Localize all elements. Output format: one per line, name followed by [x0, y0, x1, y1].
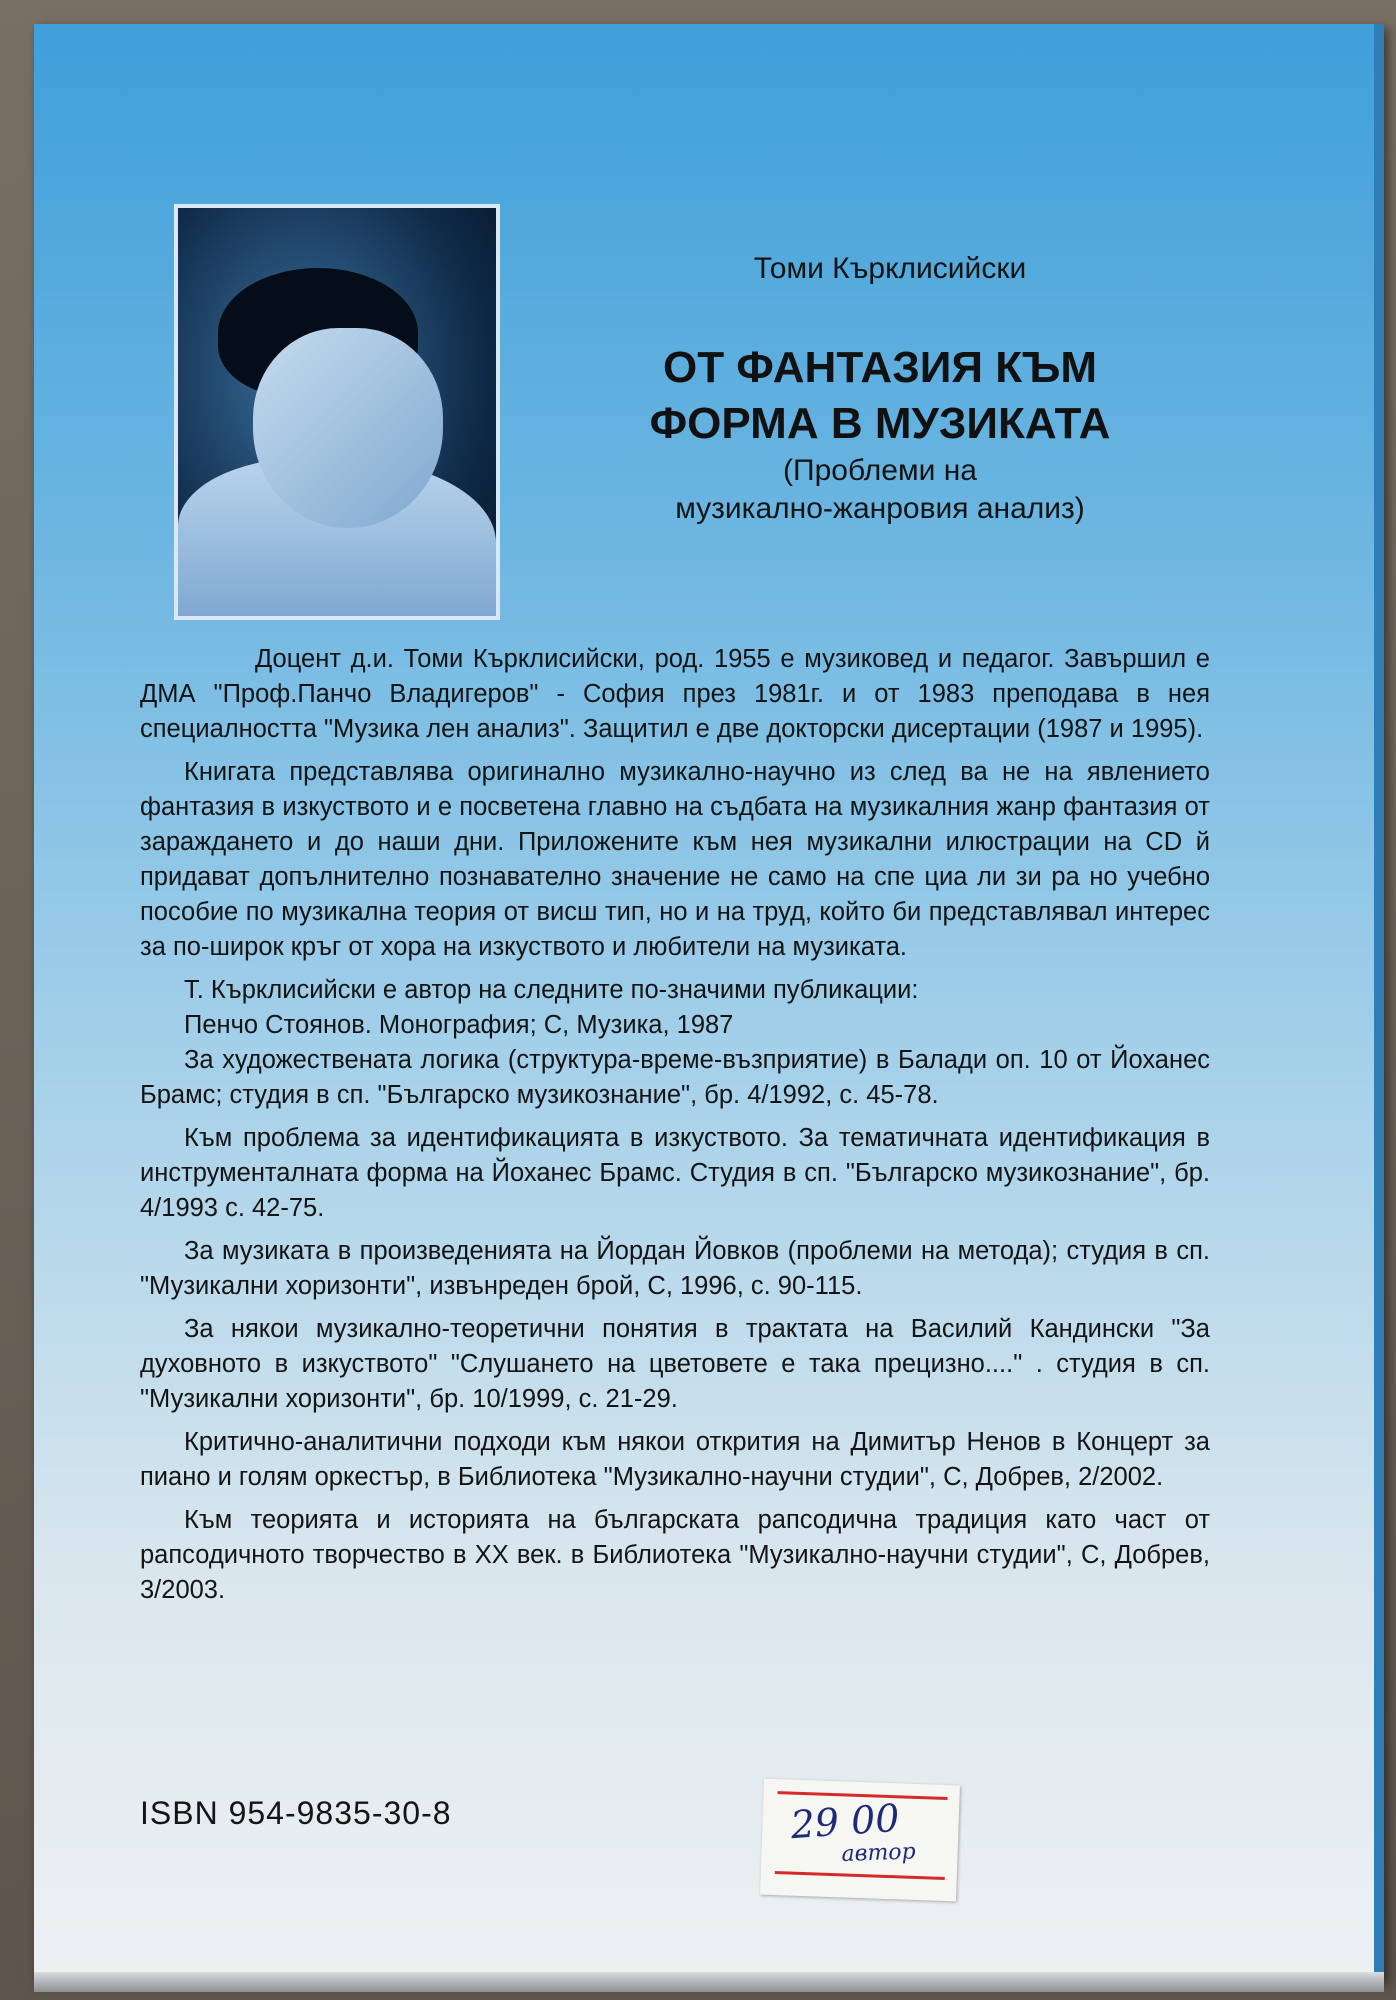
publication-item: Критично-аналитични подходи към някои открития на Димитър Ненов в Концерт за пиано и голям оркестър, в Библиотека "Музикално-научни студии", С, Добрев, 2/2002.	[140, 1428, 1210, 1491]
title-line-2: ФОРМА В МУЗИКАТА	[649, 399, 1111, 448]
paragraph-bio: Доцент д.и. Томи Кърклисийски, род. 1955 е музиковед и педагог. Завършил е ДМА "Проф.Панчо Владигеров" - София през 1981г. и от 1983 преподава в нея специалността "Музика лен анализ". Защитил е две докторски дисертации (1987 и 1995).	[140, 645, 1210, 743]
handwritten-note: автор	[841, 1839, 917, 1867]
isbn-number: ISBN 954-9835-30-8	[140, 1795, 452, 1831]
book-title	[560, 340, 1200, 452]
sticker-red-line-bottom	[775, 1871, 945, 1880]
publication-item: Към проблема за идентификацията в изкуството. За тематичната идентификация в инструменталната форма на Йоханес Брамс. Студия в сп. "Българско музикознание", бр. 4/1993 с. 42-75.	[140, 1124, 1210, 1222]
paragraph-book-description: Книгата представлява оригинално музикално-научно из след ва не на явлението фантазия в изкуството и е посветена главно на съдбата на музикалния жанр фантазия от зараждането и до наши дни. Приложените към нея музикални илюстрации на CD й придават допълнително познавателно значение не само на спе циа ли зи ра но учебно пособие по музикална теория от висш тип, но и на труд, който би представлявал интерес за по-широк кръг от хора на изкуството и любители на музиката.	[140, 758, 1210, 961]
publication-item: За някои музикално-теоретични понятия в трактата на Василий Кандински "За духовното в изкуството" "Слушането на цветовете е така прецизно...." . студия в сп. "Музикални хоризонти", бр. 10/1999, с. 21-29.	[140, 1315, 1210, 1413]
author-name: Томи Кърклисийски	[753, 252, 1027, 285]
book-bottom-edge	[34, 1972, 1384, 1992]
author-photo	[174, 204, 500, 620]
publication-item: Пенчо Стоянов. Монография; С, Музика, 1987	[184, 1011, 734, 1039]
subtitle-line-2: музикално-жанровия анализ)	[675, 492, 1085, 525]
title-line-1: ОТ ФАНТАЗИЯ КЪМ	[662, 343, 1098, 392]
price-sticker	[760, 1779, 960, 1902]
publication-item: За музиката в произведенията на Йордан Йовков (проблеми на метода); студия в сп. "Музикални хоризонти", извънреден брой, С, 1996, с. 90-115.	[140, 1237, 1210, 1300]
photo-face	[253, 328, 443, 528]
handwritten-price: 29 00	[789, 1795, 901, 1848]
publication-item: Към теорията и историята на българската рапсодична традиция като част от рапсодичното творчество в XX век. в Библиотека "Музикално-научни студии", С, Добрев, 3/2003.	[140, 1506, 1210, 1604]
subtitle-line-1: (Проблеми на	[783, 454, 977, 487]
blurb-text	[140, 642, 1210, 1616]
paragraph-publications-intro: Т. Кърклисийски е автор на следните по-значими публикации:	[184, 976, 919, 1004]
publication-item: За художествената логика (структура-време-възприятие) в Балади оп. 10 от Йоханес Брамс; студия в сп. "Българско музикознание", бр. 4/1992, с. 45-78.	[140, 1046, 1210, 1109]
book-subtitle	[560, 452, 1200, 528]
